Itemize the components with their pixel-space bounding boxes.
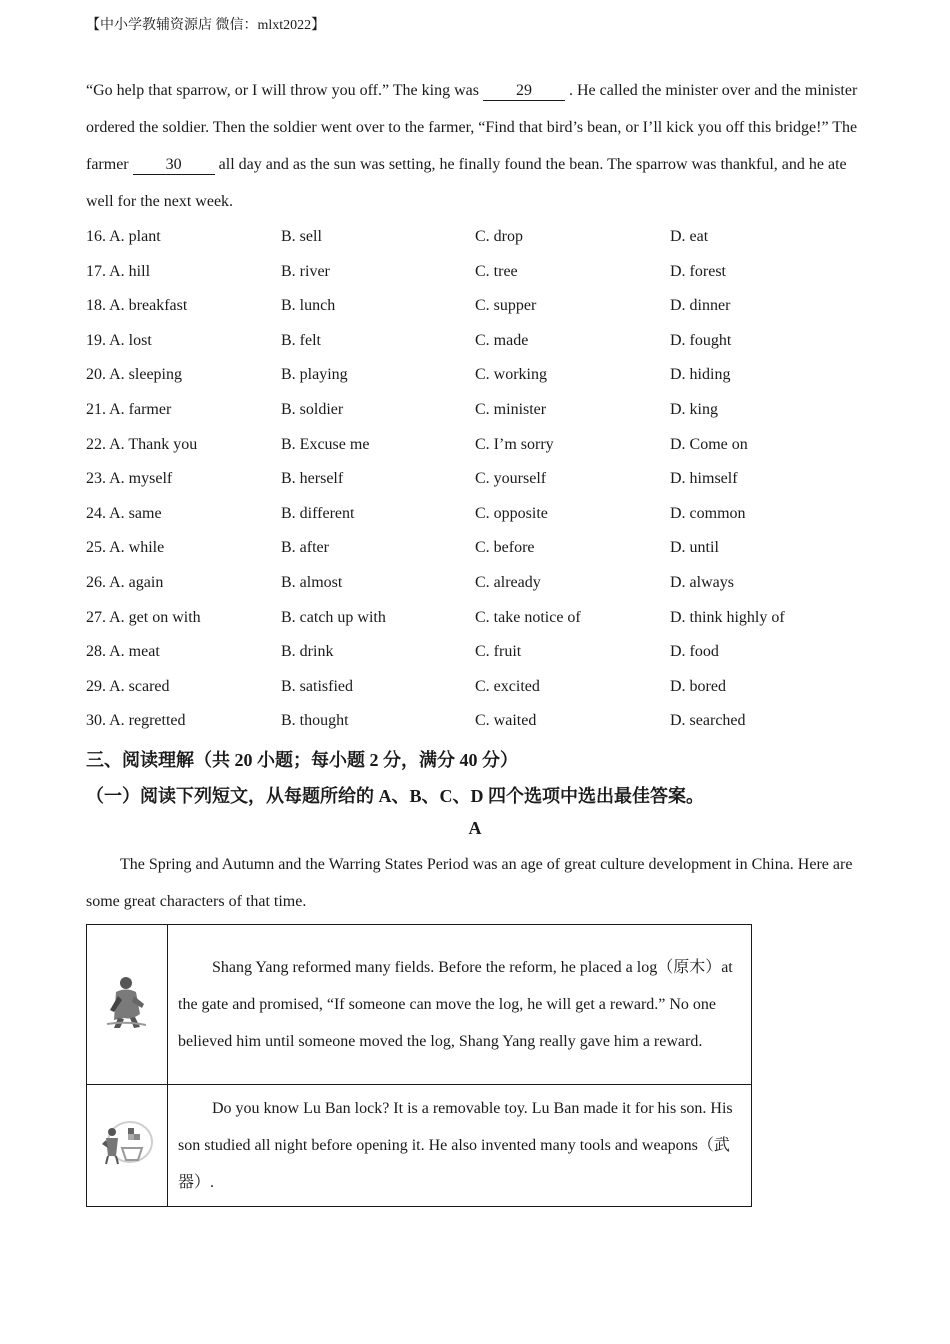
option-row: [86, 635, 876, 670]
characters-table: [86, 924, 752, 1207]
passage-text: “Go help that sparrow, or I will throw you off.” The king was: [86, 82, 483, 99]
option-d: D. forest: [670, 262, 726, 280]
option-d: D. eat: [670, 228, 709, 245]
option-a: 16. A. plant: [86, 228, 161, 245]
option-row: [86, 393, 876, 428]
table-row: [87, 925, 752, 1085]
option-c: C. tree: [475, 262, 518, 280]
option-c: C. already: [475, 573, 541, 591]
option-row: [86, 428, 876, 463]
option-a: 25. A. while: [86, 539, 165, 557]
passage-text: . He called the minister over and the minister ordered the soldier. Then the soldier went over to the farmer, “Find that bird’s bean, or I’ll kick you off this bridge!” The farmer: [86, 82, 858, 173]
option-a: 24. A. same: [86, 504, 162, 522]
option-row: [86, 358, 876, 393]
option-b: B. after: [281, 539, 329, 557]
option-c: C. fruit: [475, 643, 522, 661]
option-row: [86, 704, 876, 739]
option-a: 27. A. get on with: [86, 608, 201, 626]
option-a: 23. A. myself: [86, 470, 173, 488]
option-b: B. different: [281, 504, 355, 522]
option-c: C. waited: [475, 712, 537, 730]
option-d: D. fought: [670, 331, 732, 349]
intro-paragraph: The Spring and Autumn and the Warring States Period was an age of great culture development in China. Here are some great characters of that time.: [86, 856, 853, 910]
blank-30: 30: [133, 156, 215, 175]
option-d: D. searched: [670, 712, 746, 730]
option-d: D. hiding: [670, 366, 731, 384]
option-a: 22. A. Thank you: [86, 435, 198, 453]
option-c: C. I’m sorry: [475, 435, 554, 453]
option-a: 26. A. again: [86, 573, 164, 591]
option-a: 19. A. lost: [86, 331, 152, 349]
option-row: [86, 220, 876, 255]
option-row: [86, 462, 876, 497]
option-b: B. thought: [281, 712, 349, 730]
option-c: C. drop: [475, 228, 523, 245]
character-image-cell: [87, 925, 168, 1085]
option-row: [86, 324, 876, 359]
character-text: Shang Yang reformed many fields. Before the reform, he placed a log（原木）at the gate and promised, “If someone can move the log, he will get a reward.” No one believed him until someone moved the log, Shang Yang really gave him a reward.: [168, 925, 752, 1085]
option-d: D. king: [670, 400, 718, 418]
option-b: B. river: [281, 262, 330, 280]
option-row: [86, 566, 876, 601]
figure-with-lock-icon: [98, 1118, 156, 1168]
option-c: C. yourself: [475, 470, 547, 488]
option-a: 30. A. regretted: [86, 712, 186, 730]
passage-paragraph: [86, 72, 876, 220]
option-d: D. always: [670, 573, 734, 591]
option-d: D. dinner: [670, 297, 731, 315]
blank-29: 29: [483, 82, 565, 101]
option-row: [86, 255, 876, 290]
option-c: C. opposite: [475, 504, 548, 522]
passage-label: A: [468, 818, 482, 838]
figure-portrait-icon: [104, 974, 150, 1030]
option-d: D. think highly of: [670, 608, 785, 626]
option-d: D. bored: [670, 677, 726, 695]
table-row: [87, 1085, 752, 1207]
option-b: B. drink: [281, 643, 334, 661]
option-a: 17. A. hill: [86, 262, 151, 280]
option-c: C. before: [475, 539, 535, 557]
option-b: B. lunch: [281, 297, 336, 315]
option-row: [86, 497, 876, 532]
option-a: 29. A. scared: [86, 677, 170, 695]
option-d: D. common: [670, 504, 746, 522]
option-row: [86, 601, 876, 636]
option-d: D. until: [670, 539, 719, 557]
subsection-title: （一）阅读下列短文，从每题所给的 A、B、C、D 四个选项中选出最佳答案。: [86, 786, 704, 806]
option-b: B. almost: [281, 573, 343, 591]
header-watermark: 【中小学教辅资源店 微信：mlxt2022】: [86, 18, 326, 33]
option-row: [86, 670, 876, 705]
option-b: B. sell: [281, 228, 322, 245]
option-a: 28. A. meat: [86, 643, 160, 661]
passage-text: all day and as the sun was setting, he finally found the bean. The sparrow was thankful, and he ate well for the next week.: [86, 156, 847, 210]
option-c: C. working: [475, 366, 547, 384]
option-b: B. playing: [281, 366, 348, 384]
option-c: C. made: [475, 331, 529, 349]
option-a: 18. A. breakfast: [86, 297, 188, 315]
character-text: Do you know Lu Ban lock? It is a removable toy. Lu Ban made it for his son. His son studied all night before opening it. He also invented many tools and weapons（武器）.: [168, 1085, 752, 1207]
option-d: D. Come on: [670, 435, 748, 453]
option-c: C. minister: [475, 400, 547, 418]
option-row: [86, 531, 876, 566]
option-d: D. himself: [670, 470, 738, 488]
option-b: B. satisfied: [281, 677, 353, 695]
option-c: C. excited: [475, 677, 540, 695]
option-a: 20. A. sleeping: [86, 366, 182, 384]
character-image-cell: [87, 1085, 168, 1207]
option-b: B. catch up with: [281, 608, 386, 626]
option-b: B. herself: [281, 470, 344, 488]
option-d: D. food: [670, 643, 719, 661]
option-b: B. felt: [281, 331, 321, 349]
options-list: [86, 220, 876, 739]
option-c: C. take notice of: [475, 608, 581, 626]
option-row: [86, 289, 876, 324]
option-b: B. soldier: [281, 400, 344, 418]
option-c: C. supper: [475, 297, 537, 315]
option-b: B. Excuse me: [281, 435, 370, 453]
section-title: 三、阅读理解（共 20 小题；每小题 2 分，满分 40 分）: [86, 750, 518, 770]
option-a: 21. A. farmer: [86, 400, 172, 418]
